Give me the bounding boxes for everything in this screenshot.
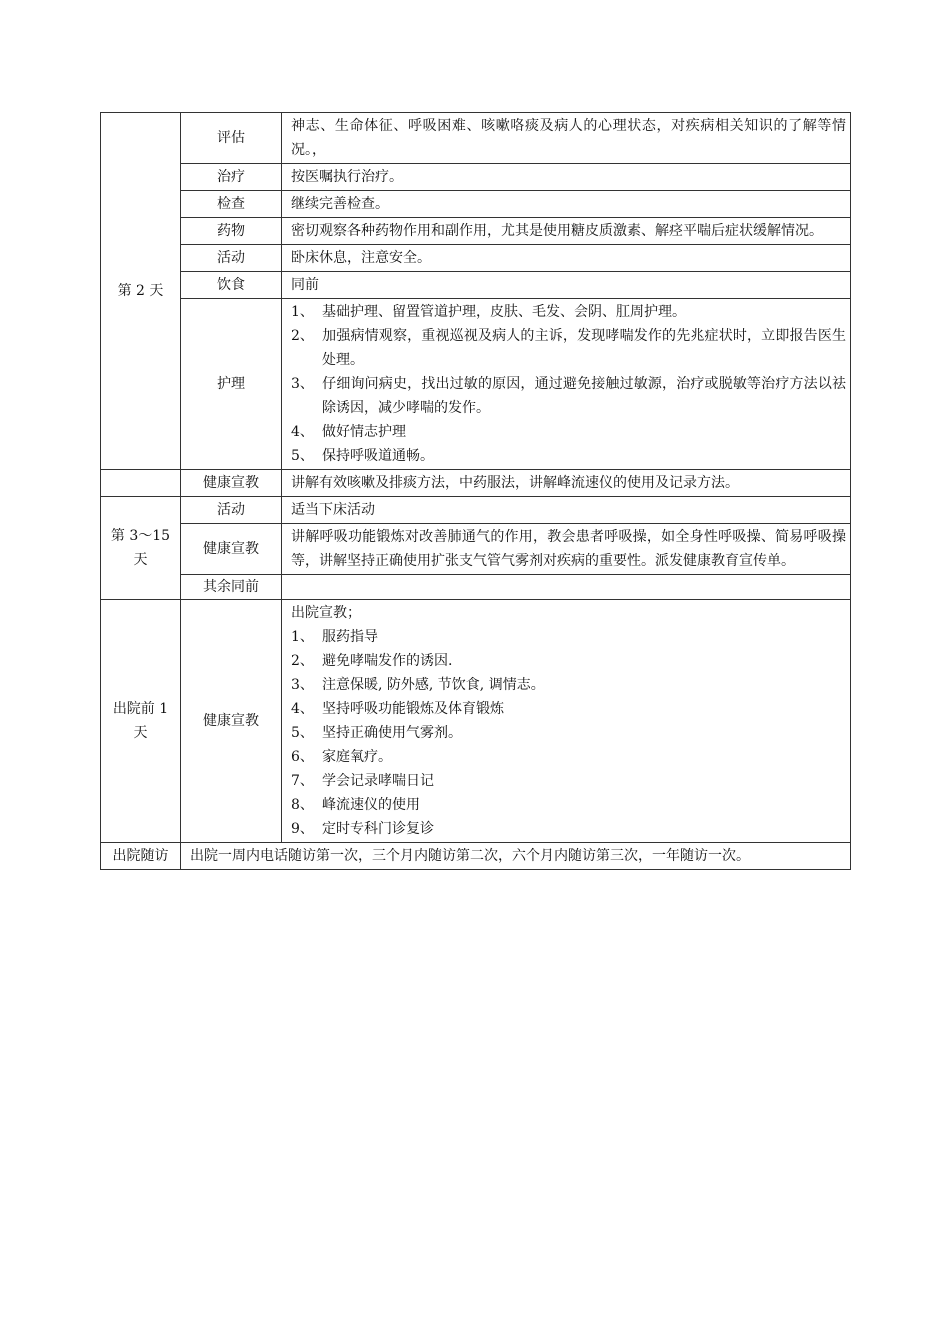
table-row: [101, 272, 851, 299]
list-text: 仔细询问病史，找出过敏的原因，通过避免接触过敏源，治疗或脱敏等治疗方法以祛除诱因，减少哮喘的发作。: [322, 376, 846, 416]
row-label-nursing: 护理: [181, 299, 282, 470]
row-label-diet: 饮食: [181, 272, 282, 299]
table-row: [101, 164, 851, 191]
day-3-15-label: 第 3～15 天: [101, 497, 181, 600]
list-text: 基础护理、留置管道护理，皮肤、毛发、会阴、肛周护理。: [322, 304, 686, 320]
list-number: 6、: [291, 749, 314, 765]
list-number: 7、: [291, 773, 314, 789]
list-text: 定时专科门诊复诊: [322, 821, 434, 837]
table-row: [101, 600, 851, 843]
table-row: [101, 191, 851, 218]
row-label-medication: 药物: [181, 218, 282, 245]
list-text: 学会记录哮喘日记: [322, 773, 434, 789]
list-text: 坚持呼吸功能锻炼及体育锻炼: [322, 701, 504, 717]
list-number: 9、: [291, 821, 314, 837]
row-label-treatment: 治疗: [181, 164, 282, 191]
examination-content: 继续完善检查。: [282, 191, 851, 218]
list-item: [291, 420, 846, 444]
list-item: [291, 745, 846, 769]
table-row: [101, 299, 851, 470]
list-item: [291, 444, 846, 468]
list-item: [291, 300, 846, 324]
row-label-health-education: 健康宣教: [181, 524, 282, 575]
table-row: [101, 470, 851, 497]
list-item: [291, 625, 846, 649]
table-row: [101, 575, 851, 600]
list-text: 保持呼吸道通畅。: [322, 448, 434, 464]
list-text: 服药指导: [322, 629, 378, 645]
table-row: [101, 218, 851, 245]
list-number: 4、: [291, 701, 314, 717]
list-number: 3、: [291, 376, 314, 392]
care-pathway-table: [100, 112, 851, 870]
table-row: [101, 843, 851, 870]
health-education-content: 讲解有效咳嗽及排痰方法，中药服法，讲解峰流速仪的使用及记录方法。: [282, 470, 851, 497]
discharge-education-content: [282, 600, 851, 843]
list-item: [291, 817, 846, 841]
row-label-others-same: 其余同前: [181, 575, 282, 600]
empty-day-cell: [101, 470, 181, 497]
list-text: 做好情志护理: [322, 424, 406, 440]
list-text: 加强病情观察，重视巡视及病人的主诉，发现哮喘发作的先兆症状时，立即报告医生处理。: [322, 328, 846, 368]
nursing-content: [282, 299, 851, 470]
row-label-health-education: 健康宣教: [181, 470, 282, 497]
list-item: [291, 673, 846, 697]
list-number: 4、: [291, 424, 314, 440]
list-text: 坚持正确使用气雾剂。: [322, 725, 462, 741]
activity-content: 卧床休息，注意安全。: [282, 245, 851, 272]
list-item: [291, 721, 846, 745]
others-content: [282, 575, 851, 600]
table-row: [101, 245, 851, 272]
table-row: [101, 113, 851, 164]
list-item: [291, 793, 846, 817]
follow-up-content: 出院一周内电话随访第一次，三个月内随访第二次，六个月内随访第三次，一年随访一次。: [181, 843, 851, 870]
list-number: 1、: [291, 629, 314, 645]
follow-up-label: 出院随访: [101, 843, 181, 870]
row-label-assessment: 评估: [181, 113, 282, 164]
diet-content: 同前: [282, 272, 851, 299]
list-number: 3、: [291, 677, 314, 693]
activity-content: 适当下床活动: [282, 497, 851, 524]
discharge-education-heading: 出院宣教；: [291, 605, 361, 621]
list-number: 5、: [291, 725, 314, 741]
table-row: [101, 524, 851, 575]
discharge-education-list: [291, 625, 846, 841]
list-number: 2、: [291, 653, 314, 669]
row-label-health-education: 健康宣教: [181, 600, 282, 843]
list-text: 峰流速仪的使用: [322, 797, 420, 813]
list-item: [291, 649, 846, 673]
list-item: [291, 697, 846, 721]
treatment-content: 按医嘱执行治疗。: [282, 164, 851, 191]
row-label-activity: 活动: [181, 497, 282, 524]
list-number: 5、: [291, 448, 314, 464]
list-item: [291, 324, 846, 372]
list-text: 避免哮喘发作的诱因.: [322, 653, 453, 669]
list-item: [291, 769, 846, 793]
table-row: [101, 497, 851, 524]
list-item: [291, 372, 846, 420]
list-number: 1、: [291, 304, 314, 320]
care-pathway-page: [100, 112, 850, 870]
nursing-list: [291, 300, 846, 468]
row-label-examination: 检查: [181, 191, 282, 218]
list-number: 8、: [291, 797, 314, 813]
pre-discharge-label: 出院前 1 天: [101, 600, 181, 843]
assessment-content: 神志、生命体征、呼吸困难、咳嗽咯痰及病人的心理状态，对疾病相关知识的了解等情况。，: [282, 113, 851, 164]
medication-content: 密切观察各种药物作用和副作用，尤其是使用糖皮质激素、解痉平喘后症状缓解情况。: [282, 218, 851, 245]
day-2-label: 第 2 天: [101, 113, 181, 470]
list-text: 注意保暖, 防外感, 节饮食, 调情志。: [322, 677, 545, 693]
row-label-activity: 活动: [181, 245, 282, 272]
list-text: 家庭氧疗。: [322, 749, 392, 765]
list-number: 2、: [291, 328, 314, 344]
health-education-content: 讲解呼吸功能锻炼对改善肺通气的作用，教会患者呼吸操，如全身性呼吸操、简易呼吸操等，讲解坚持正确使用扩张支气管气雾剂对疾病的重要性。派发健康教育宣传单。: [282, 524, 851, 575]
